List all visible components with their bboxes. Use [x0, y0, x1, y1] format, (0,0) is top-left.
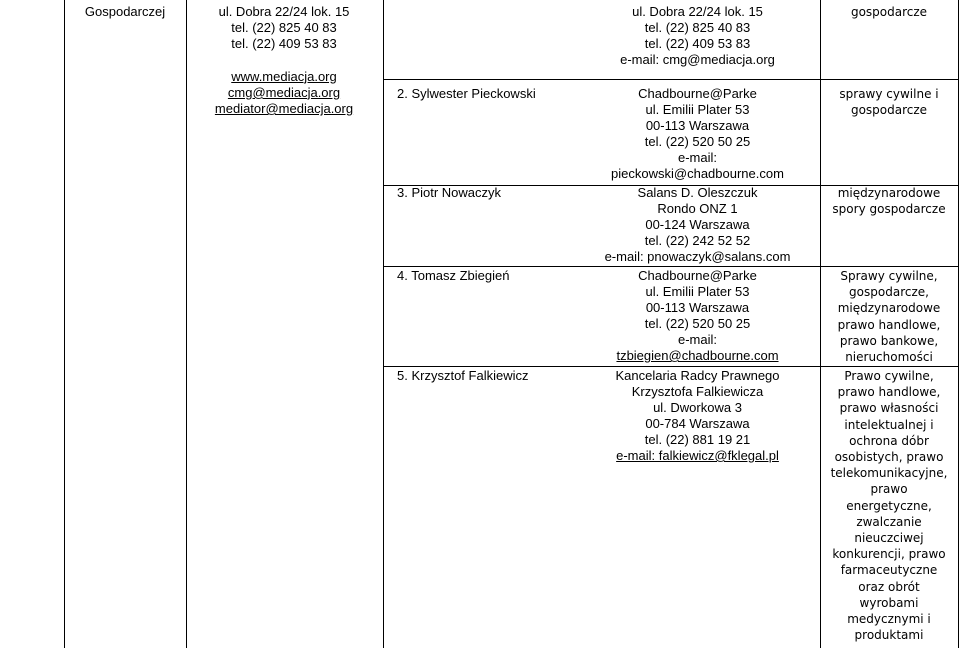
- specialization-line: energetyczne,: [846, 498, 932, 513]
- org-address-line: ul. Dobra 22/24 lok. 15: [218, 4, 350, 19]
- contact-cell: [575, 268, 820, 364]
- org-phone-line: tel. (22) 825 40 83: [231, 20, 337, 36]
- organization-cell: [186, 4, 382, 117]
- specialization-line: zwalczanie: [856, 514, 922, 529]
- contact-email[interactable]: e-mail: falkiewicz@fklegal.pl: [616, 448, 779, 463]
- contact-line: 00-124 Warszawa: [645, 217, 750, 232]
- contact-line: e-mail:: [677, 150, 717, 165]
- contact-line: Salans D. Oleszczuk: [637, 185, 758, 200]
- contact-line: ul. Emilii Plater 53: [645, 284, 750, 299]
- contact-cell: [575, 86, 820, 182]
- mediator-name: 2. Sylwester Pieckowski: [397, 86, 536, 101]
- contact-line: Rondo ONZ 1: [657, 201, 738, 216]
- contact-cell: [575, 368, 820, 464]
- specialization-cell: [826, 86, 952, 118]
- mediator-name: 3. Piotr Nowaczyk: [397, 185, 502, 200]
- contact-line: tel. (22) 520 50 25: [644, 316, 751, 331]
- specialization-line: produktami: [854, 628, 924, 643]
- specialization-line: intelektualnej i: [844, 417, 934, 432]
- specialization-line: sprawy cywilne i: [839, 87, 939, 101]
- org-phone-line: tel. (22) 409 53 83: [231, 36, 337, 52]
- contact-line: Kancelaria Radcy Prawnego: [615, 368, 780, 383]
- row-divider: [383, 366, 959, 367]
- column-divider: [383, 0, 384, 648]
- org-email-link[interactable]: mediator@mediacja.org: [214, 101, 354, 117]
- contact-line: tel. (22) 825 40 83: [644, 20, 751, 35]
- specialization-line: nieuczciwej: [854, 531, 924, 546]
- row-divider: [383, 266, 959, 267]
- column-divider: [820, 0, 821, 648]
- specialization-line: gospodarcze: [850, 103, 928, 118]
- specialization-line: prawo własności: [839, 401, 939, 416]
- category-label: Gospodarczej: [84, 4, 166, 19]
- contact-line: ul. Dobra 22/24 lok. 15: [632, 4, 763, 19]
- org-website-link[interactable]: www.mediacja.org: [231, 68, 337, 84]
- specialization-cell: [826, 268, 952, 365]
- specialization-line: prawo bankowe,: [839, 333, 939, 348]
- specialization-line: prawo handlowe,: [837, 385, 941, 400]
- specialization-line: prawo: [870, 482, 908, 497]
- specialization-line: spory gospodarcze: [832, 202, 946, 217]
- specialization-line: medycznymi i: [847, 612, 931, 627]
- column-divider: [64, 0, 65, 648]
- specialization-cell-prev: [826, 4, 952, 20]
- specialization-line: Sprawy cywilne,: [840, 269, 938, 283]
- row-divider: [383, 79, 959, 80]
- contact-line: ul. Emilii Plater 53: [645, 102, 750, 117]
- contact-email[interactable]: e-mail: cmg@mediacja.org: [620, 52, 775, 67]
- contact-line: Chadbourne@Parke: [638, 268, 757, 283]
- contact-line: Krzysztofa Falkiewicza: [631, 384, 764, 399]
- specialization-cell: [826, 368, 952, 643]
- specialization-line: międzynarodowe: [837, 301, 941, 316]
- specialization-line: nieruchomości: [845, 350, 933, 365]
- contact-line: tel. (22) 242 52 52: [644, 233, 751, 248]
- specialization-line: gospodarcze,: [849, 285, 929, 300]
- contact-email[interactable]: e-mail: pnowaczyk@salans.com: [604, 249, 791, 264]
- specialization-line: Prawo cywilne,: [844, 369, 934, 383]
- contact-email[interactable]: tzbiegien@chadbourne.com: [616, 348, 779, 363]
- specialization-line: farmaceutyczne: [840, 563, 938, 578]
- specialization-line: ochrona dóbr: [849, 433, 929, 448]
- mediator-name: 4. Tomasz Zbiegień: [397, 268, 510, 283]
- specialization-cell: [826, 185, 952, 217]
- contact-line: 00-113 Warszawa: [645, 118, 750, 133]
- org-email-link[interactable]: cmg@mediacja.org: [227, 84, 341, 100]
- specialization-line: oraz obrót: [858, 579, 920, 594]
- category-cell: [64, 4, 186, 20]
- contact-line: ul. Dworkowa 3: [653, 400, 742, 415]
- specialization-line: telekomunikacyjne,: [830, 466, 948, 481]
- contact-line: 00-784 Warszawa: [645, 416, 750, 431]
- specialization-line: gospodarcze: [850, 5, 928, 19]
- column-divider: [958, 0, 959, 648]
- contact-cell: [575, 185, 820, 265]
- contact-line: tel. (22) 409 53 83: [644, 36, 751, 51]
- specialization-line: międzynarodowe: [837, 186, 941, 200]
- contact-cell-prev: [575, 4, 820, 68]
- contact-line: 00-113 Warszawa: [645, 300, 750, 315]
- contact-line: tel. (22) 881 19 21: [644, 432, 751, 447]
- specialization-line: konkurencji, prawo: [832, 547, 946, 562]
- specialization-line: wyrobami: [859, 595, 919, 610]
- contact-line: tel. (22) 520 50 25: [644, 134, 751, 149]
- contact-line: Chadbourne@Parke: [638, 86, 757, 101]
- contact-email[interactable]: pieckowski@chadbourne.com: [611, 166, 784, 181]
- specialization-line: prawo handlowe,: [837, 317, 941, 332]
- mediator-name: 5. Krzysztof Falkiewicz: [397, 368, 529, 383]
- contact-line: e-mail:: [677, 332, 717, 347]
- specialization-line: osobistych, prawo: [834, 450, 944, 465]
